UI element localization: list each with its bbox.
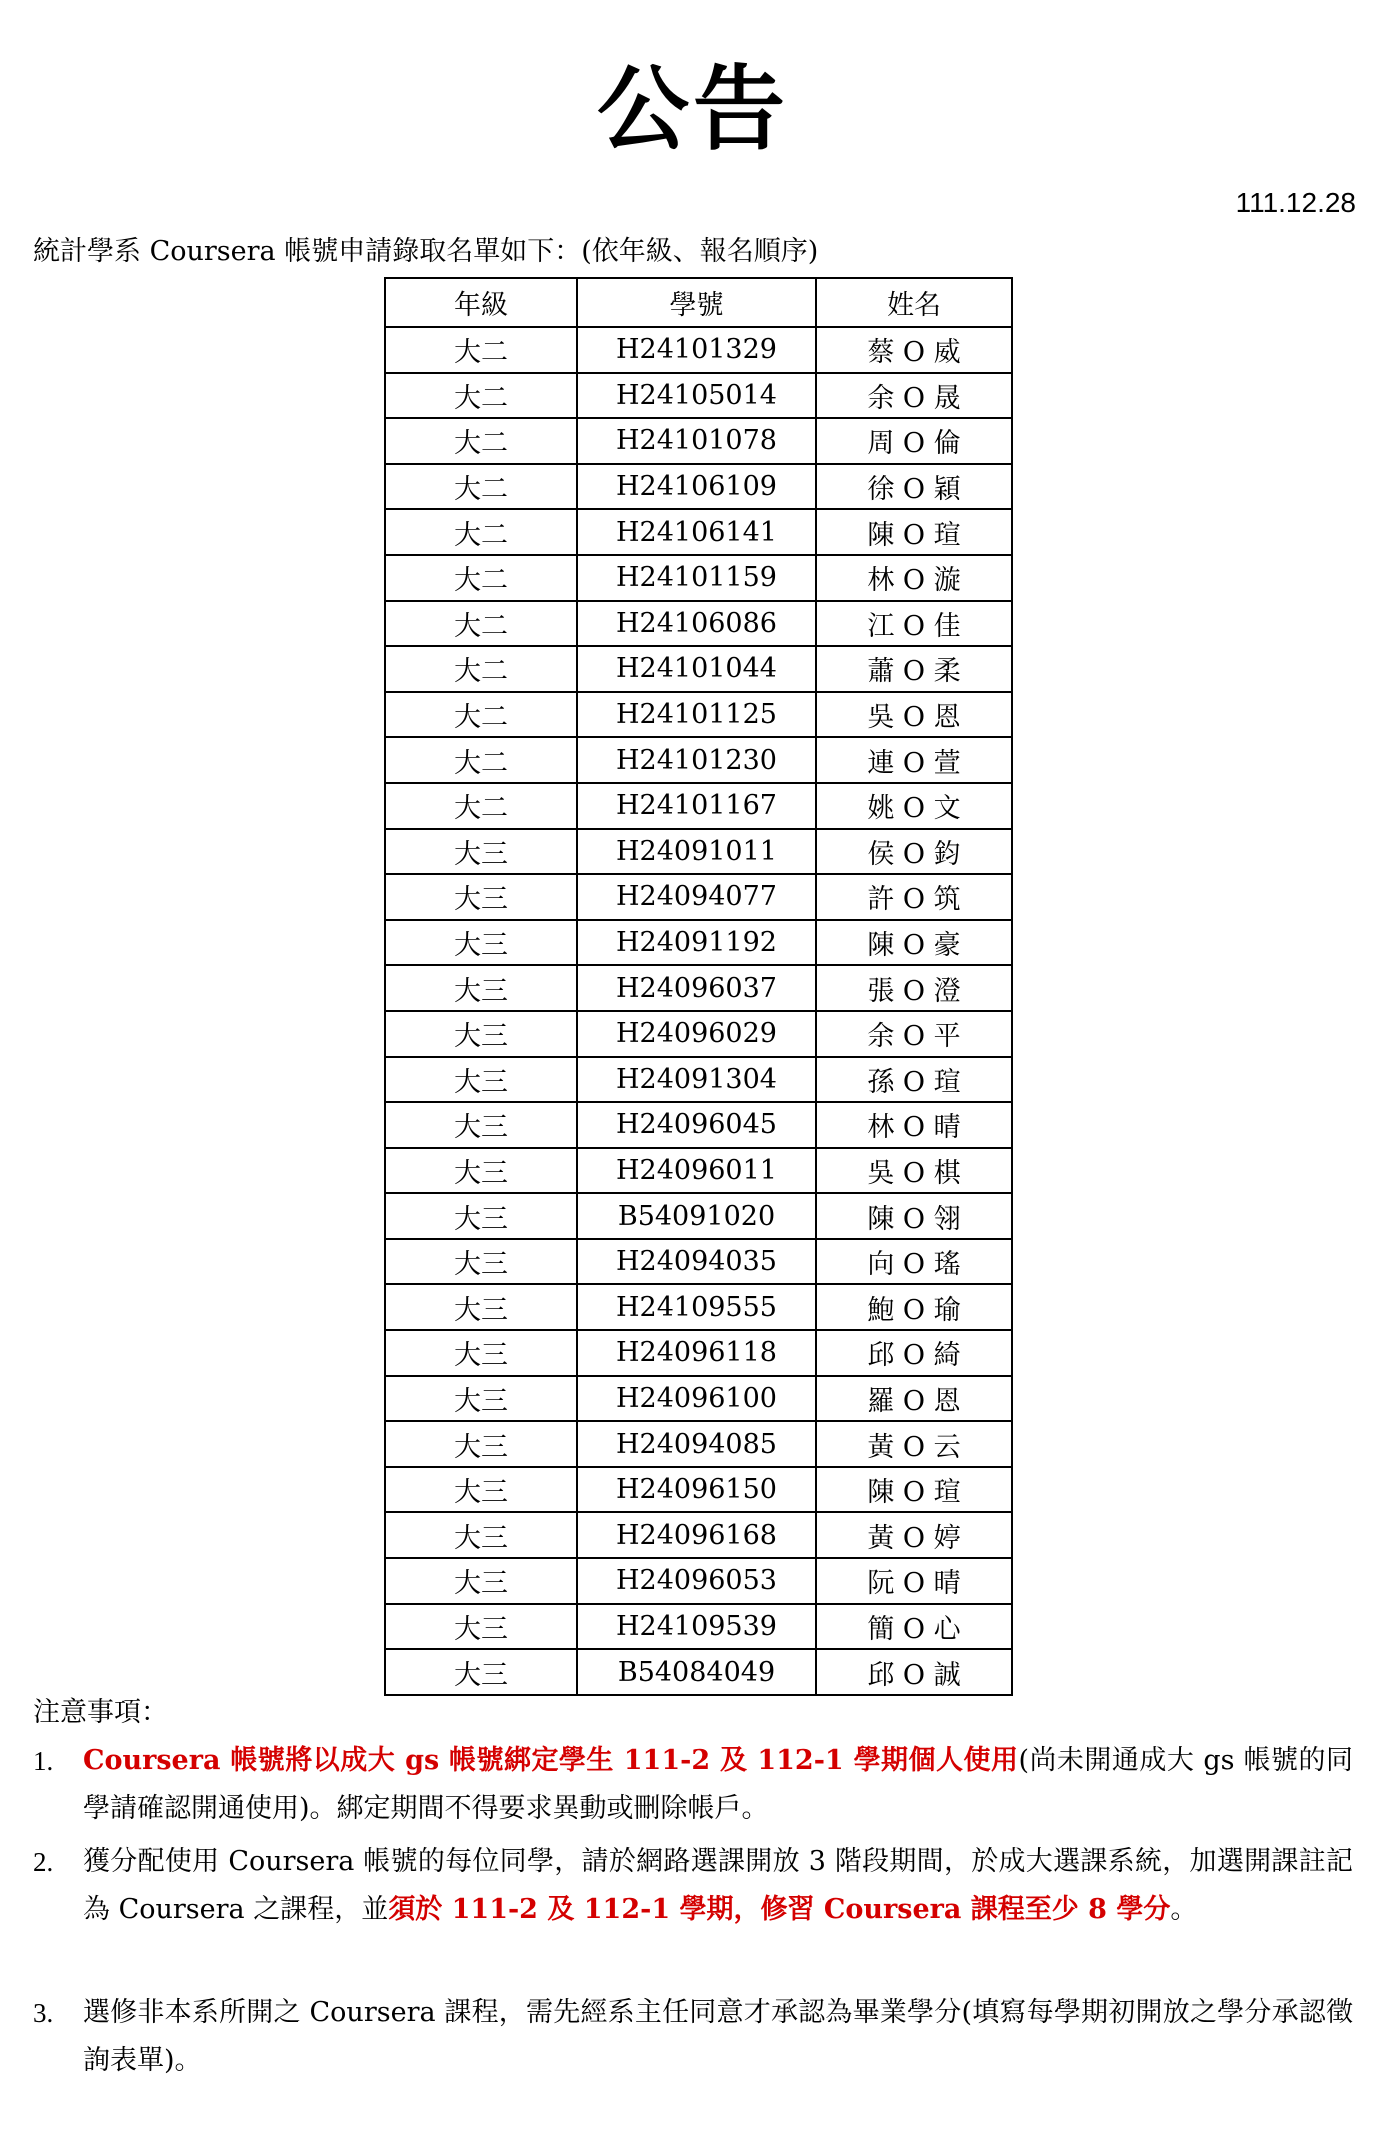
cell-grade: 大二 xyxy=(385,646,577,692)
note-2-text: 獲分配使用 Coursera 帳號的每位同學，請於網路選課開放 3 階段期間，於成大選課系統，加選開課註記為 Coursera 之課程，並 xyxy=(83,1846,1353,1925)
announcement-date: 111.12.28 xyxy=(1235,187,1356,218)
cell-name: 陳 O 瑄 xyxy=(816,509,1012,555)
cell-grade: 大二 xyxy=(385,737,577,783)
cell-student-id: H24109555 xyxy=(577,1284,816,1330)
table-row xyxy=(385,1239,1012,1285)
table-row xyxy=(385,1649,1012,1695)
cell-student-id: H24101125 xyxy=(577,692,816,738)
cell-name: 陳 O 翎 xyxy=(816,1193,1012,1239)
cell-name: 江 O 佳 xyxy=(816,601,1012,647)
cell-grade: 大三 xyxy=(385,1376,577,1422)
cell-grade: 大三 xyxy=(385,1558,577,1604)
cell-name: 張 O 澄 xyxy=(816,965,1012,1011)
cell-grade: 大三 xyxy=(385,874,577,920)
cell-student-id: H24109539 xyxy=(577,1604,816,1650)
table-row xyxy=(385,1467,1012,1513)
cell-grade: 大三 xyxy=(385,1102,577,1148)
cell-grade: 大三 xyxy=(385,1239,577,1285)
cell-grade: 大三 xyxy=(385,1421,577,1467)
table-row xyxy=(385,1102,1012,1148)
table-row xyxy=(385,1421,1012,1467)
cell-name: 吳 O 恩 xyxy=(816,692,1012,738)
note-3-text: 選修非本系所開之 Coursera 課程，需先經系主任同意才承認為畢業學分(填寫每學期初開放之學分承認徵詢表單)。 xyxy=(83,1997,1353,2076)
cell-student-id: H24096011 xyxy=(577,1148,816,1194)
note-1-number: 1. xyxy=(33,1746,54,1776)
table-row xyxy=(385,1376,1012,1422)
cell-student-id: H24106141 xyxy=(577,509,816,555)
table-row xyxy=(385,920,1012,966)
table-row xyxy=(385,509,1012,555)
note-1-text: (尚未開通成大 gs 帳號的同學請確認開通使用)。綁定期間不得要求異動或刪除帳戶。 xyxy=(83,1745,1353,1824)
table-row xyxy=(385,692,1012,738)
cell-grade: 大三 xyxy=(385,1467,577,1513)
cell-grade: 大二 xyxy=(385,509,577,555)
cell-grade: 大二 xyxy=(385,783,577,829)
cell-name: 周 O 倫 xyxy=(816,418,1012,464)
table-header-row xyxy=(385,278,1012,327)
cell-student-id: B54084049 xyxy=(577,1649,816,1695)
cell-name: 林 O 漩 xyxy=(816,555,1012,601)
cell-name: 姚 O 文 xyxy=(816,783,1012,829)
table-row xyxy=(385,783,1012,829)
cell-student-id: H24094077 xyxy=(577,874,816,920)
cell-student-id: B54091020 xyxy=(577,1193,816,1239)
table-row xyxy=(385,874,1012,920)
cell-name: 簡 O 心 xyxy=(816,1604,1012,1650)
cell-grade: 大三 xyxy=(385,1057,577,1103)
note-2-highlight: 須於 111-2 及 112-1 學期，修習 Coursera 課程至少 8 學分 xyxy=(388,1894,1171,1925)
cell-student-id: H24096029 xyxy=(577,1011,816,1057)
cell-name: 蔡 O 威 xyxy=(816,327,1012,373)
cell-student-id: H24091011 xyxy=(577,829,816,875)
cell-name: 余 O 平 xyxy=(816,1011,1012,1057)
cell-student-id: H24101329 xyxy=(577,327,816,373)
table-row xyxy=(385,555,1012,601)
cell-name: 連 O 萱 xyxy=(816,737,1012,783)
cell-name: 陳 O 豪 xyxy=(816,920,1012,966)
cell-student-id: H24101230 xyxy=(577,737,816,783)
cell-grade: 大三 xyxy=(385,1011,577,1057)
cell-student-id: H24101159 xyxy=(577,555,816,601)
cell-grade: 大二 xyxy=(385,692,577,738)
cell-grade: 大三 xyxy=(385,1330,577,1376)
cell-grade: 大三 xyxy=(385,965,577,1011)
note-1-highlight: Coursera 帳號將以成大 gs 帳號綁定學生 111-2 及 112-1 學期個人使用 xyxy=(83,1745,1019,1776)
cell-name: 許 O 筑 xyxy=(816,874,1012,920)
table-row xyxy=(385,965,1012,1011)
cell-grade: 大二 xyxy=(385,555,577,601)
cell-name: 鮑 O 瑜 xyxy=(816,1284,1012,1330)
cell-student-id: H24101167 xyxy=(577,783,816,829)
table-row xyxy=(385,1558,1012,1604)
cell-grade: 大二 xyxy=(385,464,577,510)
cell-name: 向 O 瑤 xyxy=(816,1239,1012,1285)
cell-name: 邱 O 綺 xyxy=(816,1330,1012,1376)
cell-grade: 大三 xyxy=(385,1284,577,1330)
table-row xyxy=(385,601,1012,647)
admission-table xyxy=(384,277,1013,1696)
cell-name: 徐 O 穎 xyxy=(816,464,1012,510)
cell-student-id: H24096118 xyxy=(577,1330,816,1376)
cell-grade: 大三 xyxy=(385,1148,577,1194)
cell-student-id: H24096053 xyxy=(577,1558,816,1604)
note-2-tail: 。 xyxy=(1170,1894,1198,1925)
header-student-id: 學號 xyxy=(577,278,816,327)
cell-student-id: H24091192 xyxy=(577,920,816,966)
cell-name: 蕭 O 柔 xyxy=(816,646,1012,692)
cell-student-id: H24096045 xyxy=(577,1102,816,1148)
cell-student-id: H24101044 xyxy=(577,646,816,692)
table-row xyxy=(385,373,1012,419)
cell-grade: 大三 xyxy=(385,1604,577,1650)
table-row xyxy=(385,1330,1012,1376)
cell-grade: 大三 xyxy=(385,1193,577,1239)
table-row xyxy=(385,737,1012,783)
table-row xyxy=(385,1193,1012,1239)
cell-student-id: H24101078 xyxy=(577,418,816,464)
table-row xyxy=(385,1057,1012,1103)
cell-student-id: H24105014 xyxy=(577,373,816,419)
cell-grade: 大三 xyxy=(385,1512,577,1558)
cell-student-id: H24094085 xyxy=(577,1421,816,1467)
table-row xyxy=(385,464,1012,510)
cell-name: 羅 O 恩 xyxy=(816,1376,1012,1422)
cell-student-id: H24096168 xyxy=(577,1512,816,1558)
cell-grade: 大二 xyxy=(385,373,577,419)
cell-name: 黃 O 云 xyxy=(816,1421,1012,1467)
cell-name: 黃 O 婷 xyxy=(816,1512,1012,1558)
cell-name: 阮 O 晴 xyxy=(816,1558,1012,1604)
cell-student-id: H24096037 xyxy=(577,965,816,1011)
note-3 xyxy=(33,1989,1353,2085)
note-1 xyxy=(33,1737,1353,1833)
cell-name: 陳 O 瑄 xyxy=(816,1467,1012,1513)
intro-text: 統計學系 Coursera 帳號申請錄取名單如下：(依年級、報名順序) xyxy=(33,236,819,267)
cell-name: 吳 O 棋 xyxy=(816,1148,1012,1194)
cell-student-id: H24106086 xyxy=(577,601,816,647)
cell-student-id: H24091304 xyxy=(577,1057,816,1103)
header-name: 姓名 xyxy=(816,278,1012,327)
cell-grade: 大二 xyxy=(385,327,577,373)
table-row xyxy=(385,327,1012,373)
cell-student-id: H24106109 xyxy=(577,464,816,510)
table-row xyxy=(385,646,1012,692)
cell-grade: 大二 xyxy=(385,418,577,464)
cell-name: 余 O 晟 xyxy=(816,373,1012,419)
notes-heading: 注意事項： xyxy=(33,1697,168,1728)
table-row xyxy=(385,1512,1012,1558)
page-title: 公告 xyxy=(596,56,789,163)
cell-grade: 大二 xyxy=(385,601,577,647)
cell-grade: 大三 xyxy=(385,1649,577,1695)
header-grade: 年級 xyxy=(385,278,577,327)
table-row xyxy=(385,1148,1012,1194)
note-2-number: 2. xyxy=(33,1847,54,1877)
cell-grade: 大三 xyxy=(385,829,577,875)
cell-name: 邱 O 誠 xyxy=(816,1649,1012,1695)
table-row xyxy=(385,1284,1012,1330)
cell-student-id: H24096150 xyxy=(577,1467,816,1513)
note-3-number: 3. xyxy=(33,1998,54,2028)
table-row xyxy=(385,829,1012,875)
cell-student-id: H24094035 xyxy=(577,1239,816,1285)
note-2 xyxy=(33,1838,1353,1934)
table-row xyxy=(385,1011,1012,1057)
table-row xyxy=(385,1604,1012,1650)
table-body xyxy=(385,327,1012,1695)
cell-student-id: H24096100 xyxy=(577,1376,816,1422)
cell-name: 林 O 晴 xyxy=(816,1102,1012,1148)
table-row xyxy=(385,418,1012,464)
cell-grade: 大三 xyxy=(385,920,577,966)
cell-name: 侯 O 鈞 xyxy=(816,829,1012,875)
cell-name: 孫 O 瑄 xyxy=(816,1057,1012,1103)
